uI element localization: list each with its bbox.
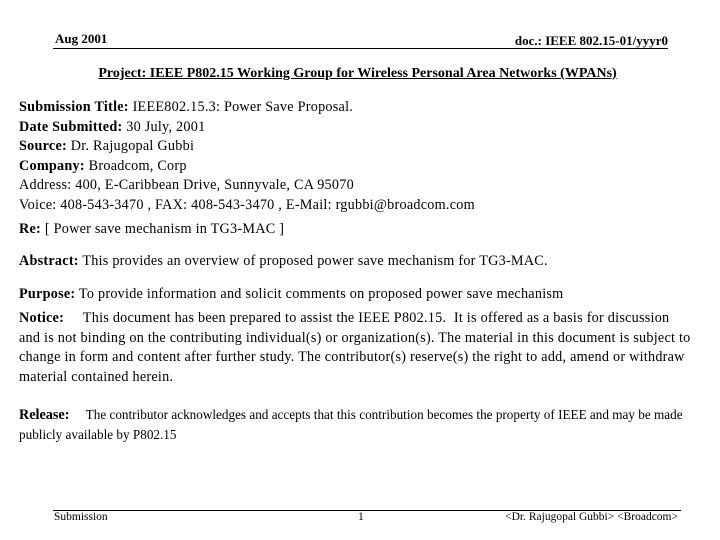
- submission-title-value: IEEE802.15.3: Power Save Proposal.: [128, 99, 354, 115]
- date-submitted-value: 30 July, 2001: [122, 118, 206, 135]
- source-label: Source:: [19, 138, 67, 154]
- voice-line: Voice: 408-543-3470 , FAX: 408-543-3470 , E-Mail: rgubbi@broadcom.com: [19, 196, 475, 213]
- release-text: The contributor acknowledges and accepts that this contribution becomes the property of IEEE and may be made publicly available by P802.15: [19, 407, 686, 442]
- company-label: Company:: [19, 157, 85, 174]
- submission-title-line: [19, 98, 694, 118]
- abstract-value: This provides an overview of proposed power save mechanism for TG3-MAC.: [78, 253, 548, 269]
- company-line: [19, 157, 694, 177]
- notice-label: Notice:: [19, 310, 65, 326]
- company-value: Broadcom, Corp: [84, 157, 187, 174]
- re-label: Re:: [19, 221, 42, 237]
- header-rule: [53, 48, 668, 49]
- footer-submission: Submission: [54, 511, 108, 523]
- notice-paragraph: [19, 309, 694, 387]
- project-title: Project: IEEE P802.15 Working Group for Wireless Personal Area Networks (WPANs): [98, 66, 617, 81]
- re-value: [ Power save mechanism in TG3-MAC ]: [41, 221, 285, 237]
- submission-title-label: Submission Title:: [19, 99, 129, 115]
- abstract-line: [19, 252, 694, 272]
- date-submitted-line: [19, 118, 694, 138]
- header-doc-id: doc.: IEEE 802.15-01/yyyr0: [514, 33, 668, 48]
- footer-author: <Dr. Rajugopal Gubbi> <Broadcom>: [505, 511, 678, 523]
- source-line: [19, 137, 694, 157]
- notice-text: This document has been prepared to assist the IEEE P802.15. It is offered as a basis for discussion and is not binding on the contributing individual(s) or organization(s). The material in this document is subject to change in form and content after further study. The contributor(s) reserve(s) the right to add, amend or withdraw material contained herein.: [19, 310, 695, 385]
- date-submitted-label: Date Submitted:: [19, 118, 123, 135]
- source-value: Dr. Rajugopal Gubbi: [66, 138, 195, 154]
- re-line: [19, 220, 694, 240]
- footer-page-number: 1: [358, 511, 364, 523]
- purpose-line: [19, 285, 694, 305]
- submission-fields: [19, 98, 694, 215]
- address-line: Address: 400, E-Caribbean Drive, Sunnyvale, CA 95070: [19, 177, 354, 193]
- header-date: Aug 2001: [55, 31, 108, 46]
- abstract-label: Abstract:: [19, 253, 79, 269]
- purpose-value: To provide information and solicit comments on proposed power save mechanism: [75, 286, 564, 302]
- purpose-label: Purpose:: [19, 286, 76, 302]
- release-label: Release:: [19, 407, 70, 423]
- release-paragraph: [19, 405, 694, 445]
